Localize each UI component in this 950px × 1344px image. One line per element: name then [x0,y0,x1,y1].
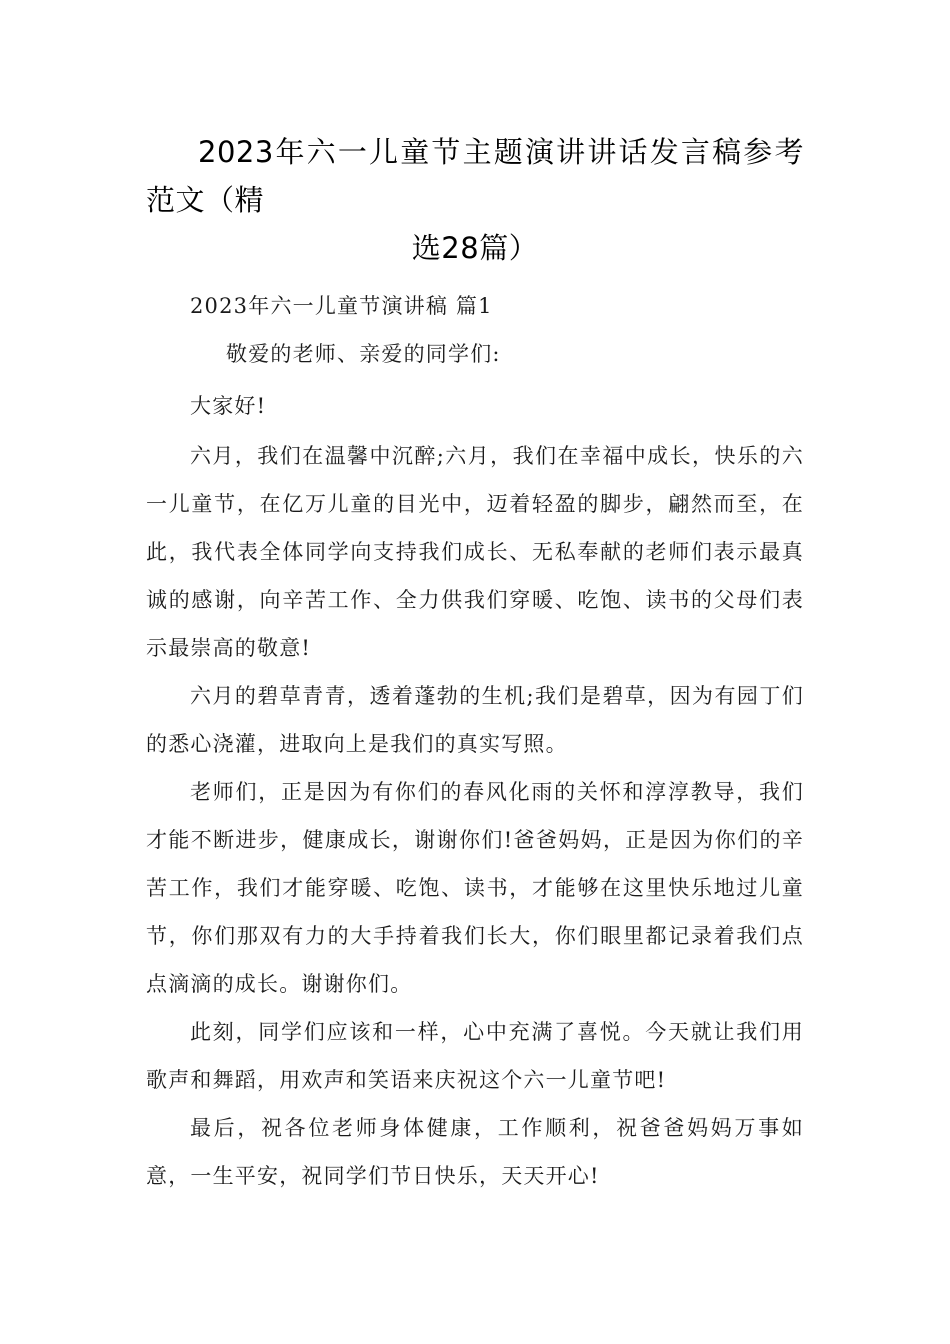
paragraph: 六月的碧草青青，透着蓬勃的生机;我们是碧草，因为有园丁们的悉心浇灌，进取向上是我们的真实写照。 [146,684,804,756]
document-title [146,128,804,272]
greeting: 大家好! [190,394,267,418]
paragraph: 老师们，正是因为有你们的春风化雨的关怀和淳淳教导，我们才能不断进步，健康成长，谢谢你们!爸爸妈妈，正是因为你们的辛苦工作，我们才能穿暖、吃饱、读书，才能够在这里快乐地过儿童节，你们那双有力的大手持着我们长大，你们眼里都记录着我们点点滴滴的成长。谢谢你们。 [146,780,804,996]
paragraph: 六月，我们在温馨中沉醉;六月，我们在幸福中成长，快乐的六一儿童节，在亿万儿童的目光中，迈着轻盈的脚步，翩然而至，在此，我代表全体同学向支持我们成长、无私奉献的老师们表示最真诚的感谢，向辛苦工作、全力供我们穿暖、吃饱、读书的父母们表示最崇高的敬意! [146,444,804,660]
paragraph: 最后，祝各位老师身体健康，工作顺利，祝爸爸妈妈万事如意，一生平安，祝同学们节日快乐，天天开心! [146,1116,804,1188]
paragraph: 此刻，同学们应该和一样，心中充满了喜悦。今天就让我们用歌声和舞蹈，用欢声和笑语来庆祝这个六一儿童节吧! [146,1020,804,1092]
section-heading: 2023年六一儿童节演讲稿 篇1 [190,294,493,318]
salutation: 敬爱的老师、亲爱的同学们: [226,342,501,366]
title-line-2: 选28篇） [411,231,539,265]
title-line-1: 2023年六一儿童节主题演讲讲话发言稿参考范文（精 [146,135,804,217]
document-body [146,284,804,1200]
